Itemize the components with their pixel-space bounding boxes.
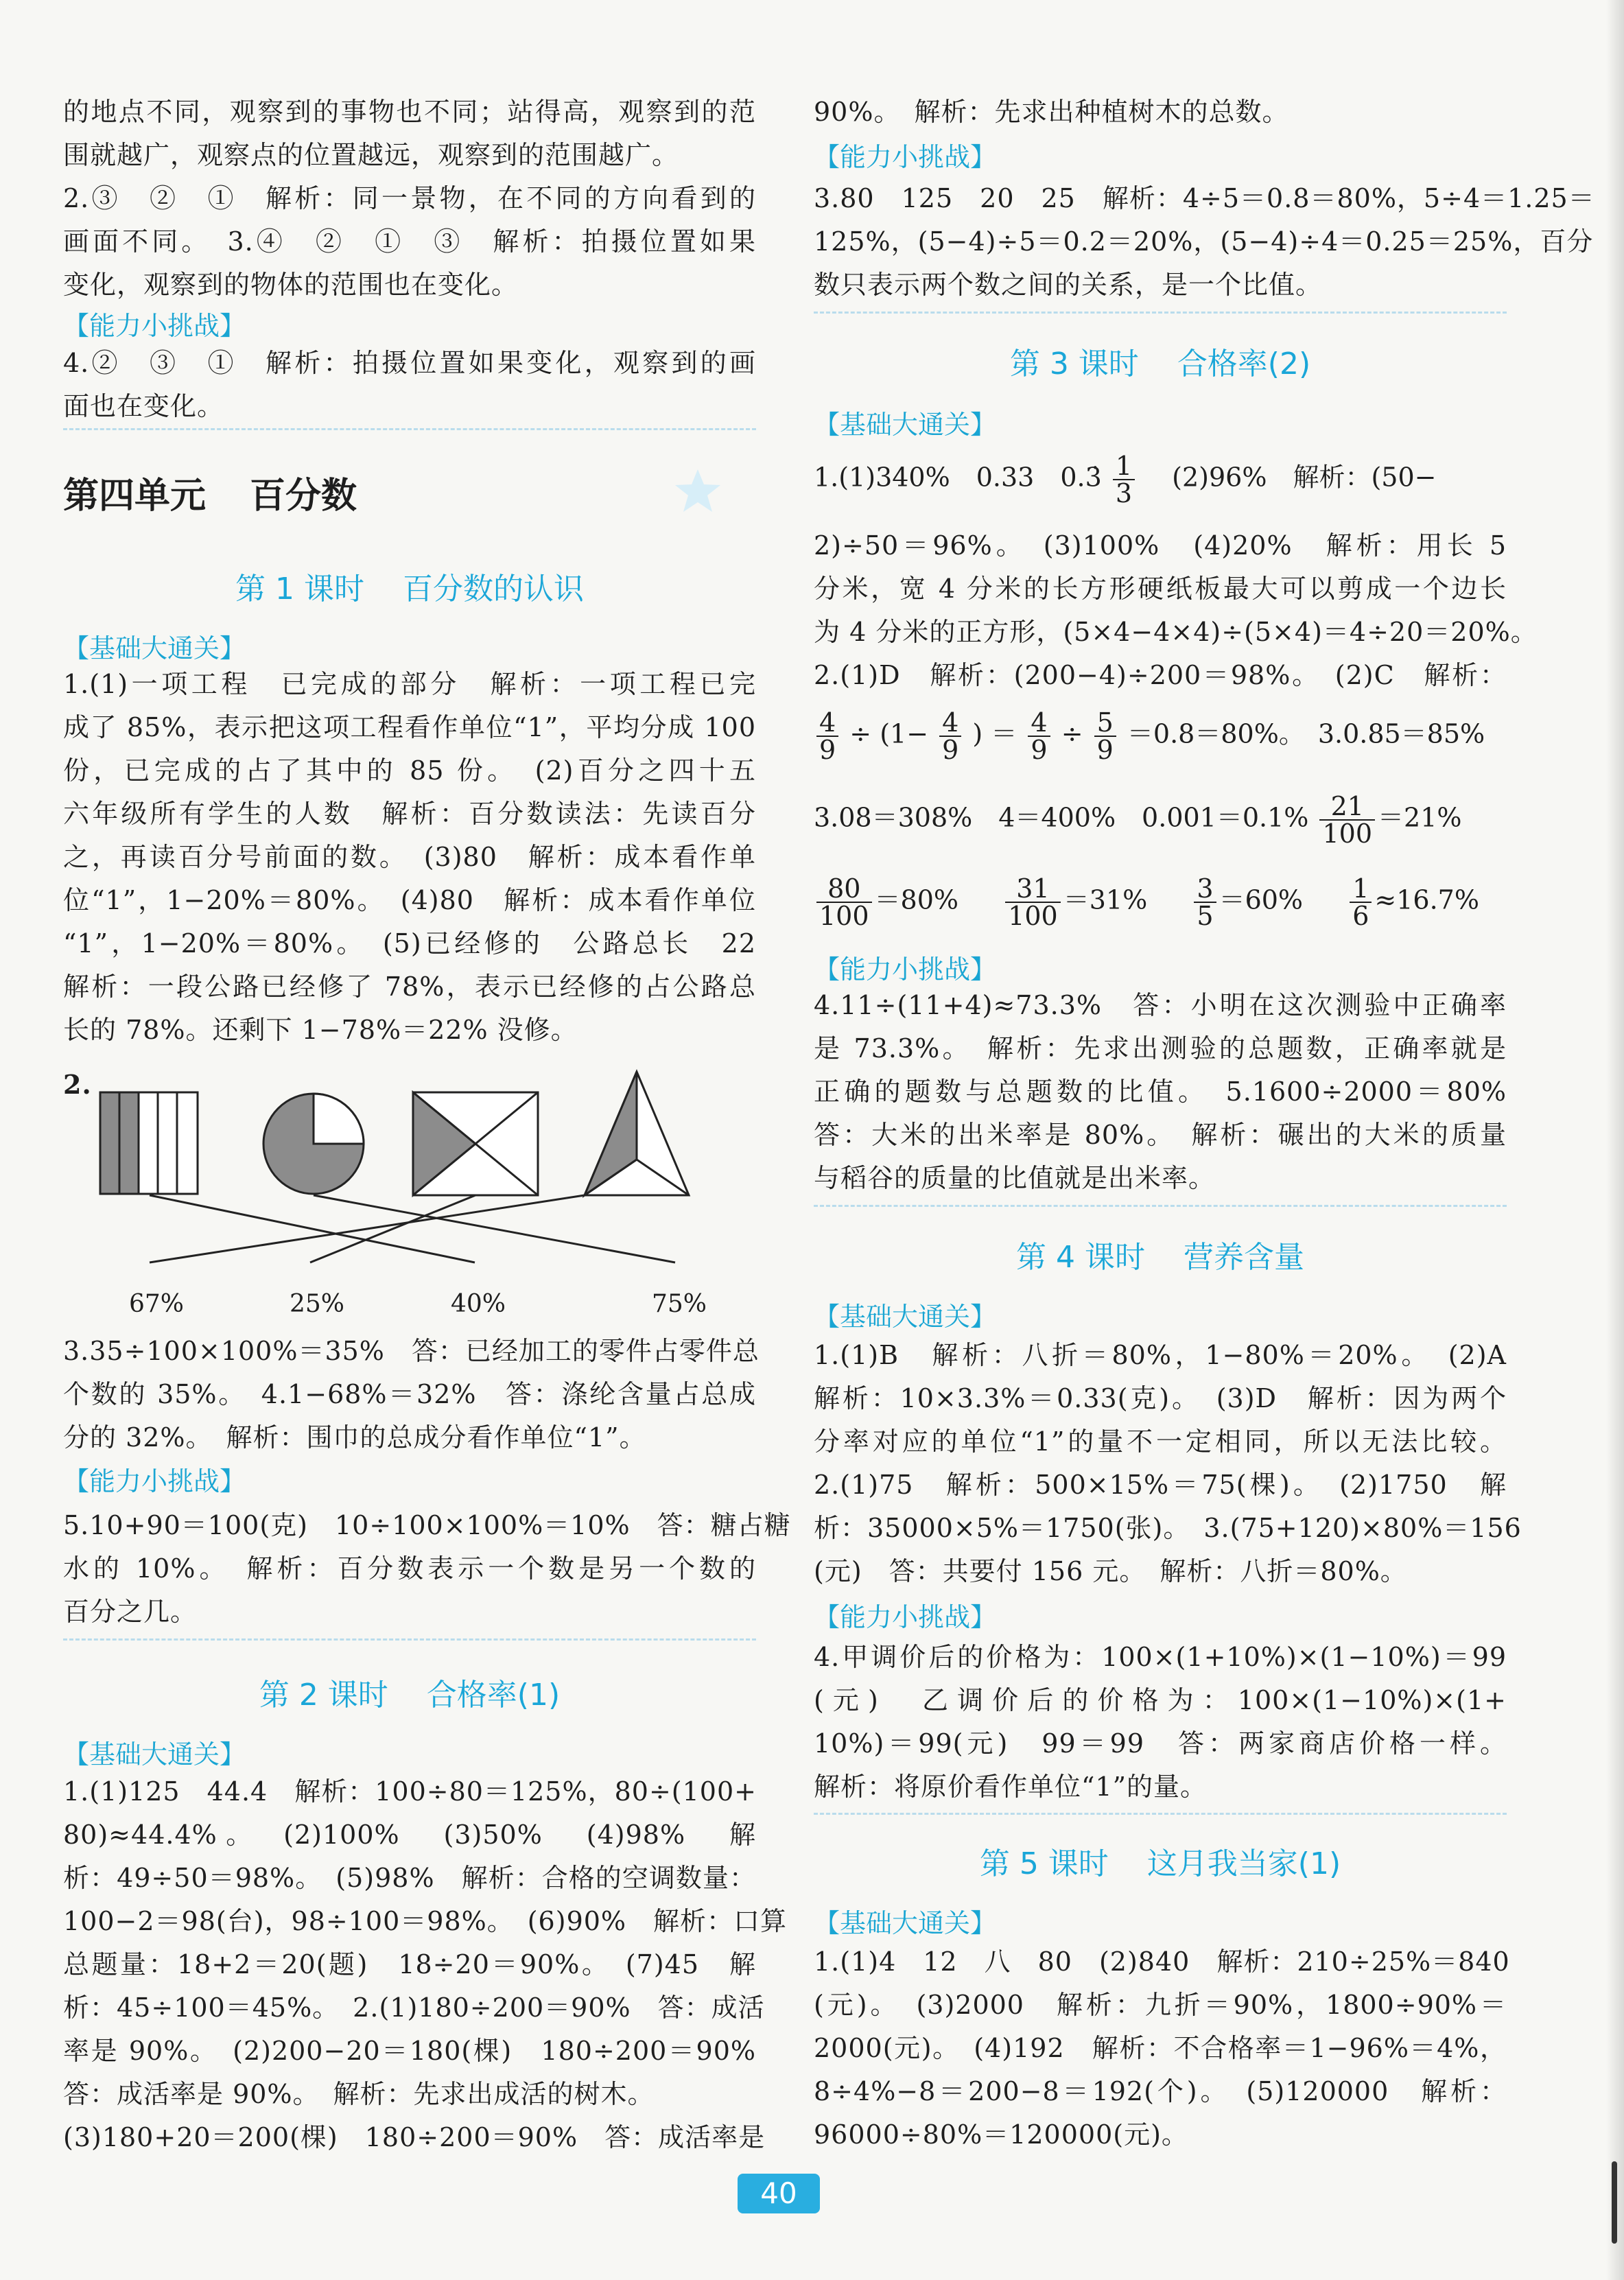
- repeating-decimal: 3̇: [1085, 462, 1102, 493]
- text-line: 2000(元)。 (4)192 解析：不合格率＝1−96%＝4%，: [814, 2033, 1507, 2063]
- quarter-circle-shape: [263, 1094, 364, 1194]
- text-line: 分米，宽 4 分米的长方形硬纸板最大可以剪成一个边长: [814, 574, 1507, 604]
- section-divider: [63, 428, 756, 430]
- text-segment: 1.(1)340% 0.33 0.: [814, 462, 1085, 493]
- numerator: 31: [1005, 875, 1061, 903]
- section-divider: [63, 1638, 756, 1641]
- lesson-name: 合格率(2): [1177, 346, 1311, 381]
- fraction: [1319, 793, 1375, 847]
- text-segment: ＝80%: [874, 884, 958, 915]
- text-line: 的地点不同，观察到的事物也不同；站得高，观察到的范: [63, 97, 756, 127]
- text-line: 2.(1)D 解析：(200−4)÷200＝98%。 (2)C 解析：: [814, 660, 1507, 690]
- text-line: 总题量：18+2＝20(题) 18÷20＝90%。 (7)45 解: [63, 1949, 756, 1979]
- page-edge-mark: [1612, 2161, 1617, 2244]
- text-line: 90%。 解析：先求出种植树木的总数。: [814, 97, 1289, 127]
- numerator: 21: [1319, 793, 1375, 821]
- text-line: 份，已完成的占了其中的 85 份。 (2)百分之四十五: [63, 755, 756, 786]
- numerator: 4: [1028, 709, 1050, 737]
- text-line: 围就越广，观察点的位置越远，观察到的范围越广。: [63, 140, 679, 170]
- numerator: 80: [816, 875, 872, 903]
- text-line: 正确的题数与总题数的比值。 5.1600÷2000＝80%: [814, 1077, 1507, 1107]
- text-line: 个数的 35%。 4.1−68%＝32% 答：涤纶含量占总成: [63, 1379, 756, 1409]
- text-line: 2.(1)75 解析：500×15%＝75(棵)。 (2)1750 解: [814, 1470, 1507, 1500]
- text-line: (元) 答：共要付 156 元。 解析：八折＝80%。: [814, 1556, 1407, 1586]
- text-line: 长的 78%。还剩下 1−78%＝22% 没修。: [63, 1015, 578, 1045]
- fraction: [939, 709, 961, 763]
- text-line: 位“1”，1−20%＝80%。 (4)80 解析：成本看作单位: [63, 885, 756, 915]
- section-tag-basic: 【基础大通关】: [814, 410, 997, 440]
- fraction: [1094, 709, 1116, 763]
- lesson-number: 第 4 课时: [1016, 1240, 1145, 1275]
- text-line: 析：49÷50＝98%。 (5)98% 解析：合格的空调数量：: [63, 1863, 756, 1893]
- text-line: 2)÷50＝96%。 (3)100% (4)20% 解析：用长 5: [814, 530, 1507, 561]
- lesson-name: 百分数的认识: [402, 572, 584, 607]
- section-tag-ability: 【能力小挑战】: [814, 954, 997, 985]
- denominator: 6: [1352, 901, 1369, 931]
- text-line: 率是 90%。 (2)200−20＝180(棵) 180÷200＝90%: [63, 2036, 756, 2066]
- text-line: 分的 32%。 解析：围巾的总成分看作单位“1”。: [63, 1422, 646, 1453]
- text-segment: ＝31%: [1063, 884, 1148, 915]
- text-line: 析：35000×5%＝1750(张)。 3.(75+120)×80%＝156: [814, 1513, 1522, 1543]
- percent-label: 25%: [290, 1290, 345, 1318]
- denominator: 100: [1008, 901, 1058, 931]
- operator: ÷ (1−: [849, 718, 929, 749]
- section-tag-basic: 【基础大通关】: [814, 1302, 997, 1332]
- percent-label: 40%: [451, 1290, 506, 1318]
- text-line: 面也在变化。: [63, 391, 224, 421]
- text-line: 96000÷80%＝120000(元)。: [814, 2119, 1188, 2150]
- lesson-number: 第 5 课时: [979, 1846, 1109, 1881]
- text-line: 4.② ③ ① 解析：拍摄位置如果变化，观察到的画: [63, 348, 756, 378]
- denominator: 5: [1197, 901, 1214, 931]
- text-segment: (2)96% 解析：(50−: [1146, 462, 1437, 493]
- text-line: 3.80 125 20 25 解析：4÷5＝0.8＝80%，5÷4＝1.25＝: [814, 183, 1595, 213]
- text-line: 答：成活率是 90%。 解析：先求出成活的树木。: [63, 2079, 655, 2109]
- percent-label: 67%: [129, 1290, 185, 1318]
- triangle-shape: [585, 1072, 689, 1195]
- text-line: 4.11÷(11+4)≈73.3% 答：小明在这次测验中正确率: [814, 990, 1507, 1020]
- denominator: 9: [942, 735, 959, 765]
- text-line: 解析：将原价看作单位“1”的量。: [814, 1772, 1208, 1802]
- text-line: (元) 乙调价后的价格为：100×(1−10%)×(1+: [814, 1685, 1507, 1715]
- section-tag-ability: 【能力小挑战】: [63, 1466, 246, 1496]
- denominator: 100: [819, 901, 869, 931]
- text-line: 1.(1)125 44.4 解析：100÷80＝125%，80÷(100+: [63, 1776, 757, 1807]
- text-line: 答：大米的出米率是 80%。 解析：碾出的大米的质量: [814, 1120, 1507, 1150]
- text-line: 1.(1)B 解析：八折＝80%，1−80%＝20%。 (2)A: [814, 1340, 1507, 1370]
- lesson-title: [63, 564, 756, 608]
- text-line: 1.(1)4 12 八 80 (2)840 解析：210÷25%＝840: [814, 1947, 1510, 1977]
- text-line: 画面不同。 3.④ ② ① ③ 解析：拍摄位置如果: [63, 226, 756, 257]
- lesson-number: 第 1 课时: [235, 572, 364, 607]
- text-line: 水的 10%。 解析：百分数表示一个数是另一个数的: [63, 1553, 756, 1584]
- lesson-name: 营养含量: [1183, 1240, 1304, 1275]
- matching-shapes: [63, 1057, 756, 1276]
- text-line: 是 73.3%。 解析：先求出测验的总题数，正确率就是: [814, 1033, 1507, 1063]
- text-line: 变化，观察到的物体的范围也在变化。: [63, 270, 519, 300]
- equation-line: [814, 793, 1461, 847]
- lesson-number: 第 2 课时: [259, 1678, 388, 1713]
- numerator: 1: [1113, 453, 1135, 480]
- section-divider: [814, 1813, 1507, 1815]
- denominator: 9: [1031, 735, 1048, 765]
- fraction: [1113, 453, 1135, 506]
- text-line: 析：45÷100＝45%。 2.(1)180÷200＝90% 答：成活: [63, 1993, 765, 2023]
- lesson-number: 第 3 课时: [1009, 346, 1139, 381]
- denominator: 3: [1115, 478, 1133, 508]
- text-line: 分率对应的单位“1”的量不一定相同，所以无法比较。: [814, 1426, 1507, 1457]
- fraction: [816, 875, 872, 929]
- unit-number: 第四单元: [63, 475, 207, 517]
- text-segment: ＝21%: [1378, 802, 1462, 833]
- section-divider: [814, 1205, 1507, 1207]
- lesson-title: [814, 339, 1507, 383]
- text-segment: ≈16.7%: [1374, 884, 1479, 915]
- lesson-title: [814, 1232, 1507, 1276]
- crossed-square-shape: [413, 1092, 538, 1195]
- fraction: [816, 709, 838, 763]
- text-line: 为 4 分米的正方形，(5×4−4×4)÷(5×4)＝4÷20＝20%。: [814, 617, 1538, 647]
- text-line: 数只表示两个数之间的关系，是一个比值。: [814, 270, 1323, 300]
- denominator: 9: [819, 735, 836, 765]
- matching-figure: [63, 1057, 756, 1331]
- operator: ÷: [1061, 718, 1083, 749]
- equation-line: [814, 709, 1485, 763]
- text-line: 之，再读百分号前面的数。 (3)80 解析：成本看作单: [63, 842, 756, 872]
- unit-name: 百分数: [250, 475, 357, 517]
- section-tag-basic: 【基础大通关】: [63, 633, 246, 663]
- text-segment: ＝0.8＝80%。 3.0.85＝85%: [1127, 718, 1485, 749]
- text-segment: 3.08＝308% 4＝400% 0.001＝0.1%: [814, 802, 1309, 833]
- text-line: (3)180+20＝200(棵) 180÷200＝90% 答：成活率是: [63, 2122, 766, 2152]
- matching-lines: [150, 1195, 675, 1262]
- text-line: 125%，(5−4)÷5＝0.2＝20%，(5−4)÷4＝0.25＝25%，百分: [814, 226, 1594, 257]
- lesson-name: 这月我当家(1): [1146, 1846, 1341, 1881]
- text-segment: ＝60%: [1219, 884, 1304, 915]
- fraction: [1194, 875, 1216, 929]
- text-line: 百分之几。: [63, 1597, 198, 1627]
- star-icon: [674, 467, 722, 515]
- text-line: 解析：一段公路已经修了 78%，表示已经修的占公路总: [63, 972, 756, 1002]
- section-tag-ability: 【能力小挑战】: [63, 311, 246, 341]
- denominator: 9: [1096, 735, 1114, 765]
- text-line: 2.③ ② ① 解析：同一景物，在不同的方向看到的: [63, 183, 756, 213]
- lesson-name: 合格率(1): [426, 1678, 561, 1713]
- denominator: 100: [1322, 819, 1373, 849]
- operator: ) ＝: [972, 718, 1017, 749]
- text-line: 与稻谷的质量的比值就是出米率。: [814, 1163, 1216, 1193]
- text-line: 成了 85%，表示把这项工程看作单位“1”，平均分成 100: [63, 712, 756, 742]
- lesson-title: [63, 1670, 756, 1714]
- section-tag-ability: 【能力小挑战】: [814, 142, 997, 172]
- text-line: (元)。 (3)2000 解析：九折＝90%，1800÷90%＝: [814, 1990, 1507, 2020]
- text-line: “1”，1−20%＝80%。 (5)已经修的 公路总长 22: [63, 928, 756, 959]
- lesson-title: [814, 1839, 1507, 1883]
- section-tag-basic: 【基础大通关】: [63, 1739, 246, 1770]
- numerator: 1: [1350, 875, 1372, 903]
- text-line: 8÷4%−8＝200−8＝192(个)。 (5)120000 解析：: [814, 2076, 1507, 2106]
- numerator: 3: [1194, 875, 1216, 903]
- text-line: 100−2＝98(台)，98÷100＝98%。 (6)90% 解析：口算: [63, 1906, 788, 1936]
- section-divider: [814, 312, 1507, 314]
- question-number: 2.: [63, 1069, 92, 1100]
- text-line: 3.35÷100×100%＝35% 答：已经加工的零件占零件总: [63, 1336, 760, 1366]
- unit-title: [63, 467, 357, 518]
- text-line: 六年级所有学生的人数 解析：百分数读法：先读百分: [63, 799, 756, 829]
- numerator: 5: [1094, 709, 1116, 737]
- text-line: 10%)＝99(元) 99＝99 答：两家商店价格一样。: [814, 1728, 1507, 1759]
- fraction: [1028, 709, 1050, 763]
- text-line: 4.甲调价后的价格为：100×(1+10%)×(1−10%)＝99: [814, 1642, 1507, 1672]
- section-tag-basic: 【基础大通关】: [814, 1908, 997, 1938]
- text-line: 解析：10×3.3%＝0.33(克)。 (3)D 解析：因为两个: [814, 1383, 1507, 1413]
- equation-line: [814, 875, 1479, 929]
- page-number: 40: [738, 2174, 820, 2213]
- text-line: 80)≈44.4%。 (2)100% (3)50% (4)98% 解: [63, 1820, 756, 1850]
- fraction: [1005, 875, 1061, 929]
- page-edge-shadow: [1606, 0, 1624, 2280]
- text-line: 5.10+90＝100(克) 10÷100×100%＝10% 答：糖占糖: [63, 1510, 791, 1540]
- section-tag-ability: 【能力小挑战】: [814, 1602, 997, 1632]
- percent-label: 75%: [652, 1290, 707, 1318]
- text-line: 1.(1)一项工程 已完成的部分 解析：一项工程已完: [63, 669, 756, 699]
- numerator: 4: [939, 709, 961, 737]
- striped-rectangle: [100, 1092, 198, 1194]
- fraction: [1350, 875, 1372, 929]
- numerator: 4: [816, 709, 838, 737]
- equation-line: [814, 453, 1436, 506]
